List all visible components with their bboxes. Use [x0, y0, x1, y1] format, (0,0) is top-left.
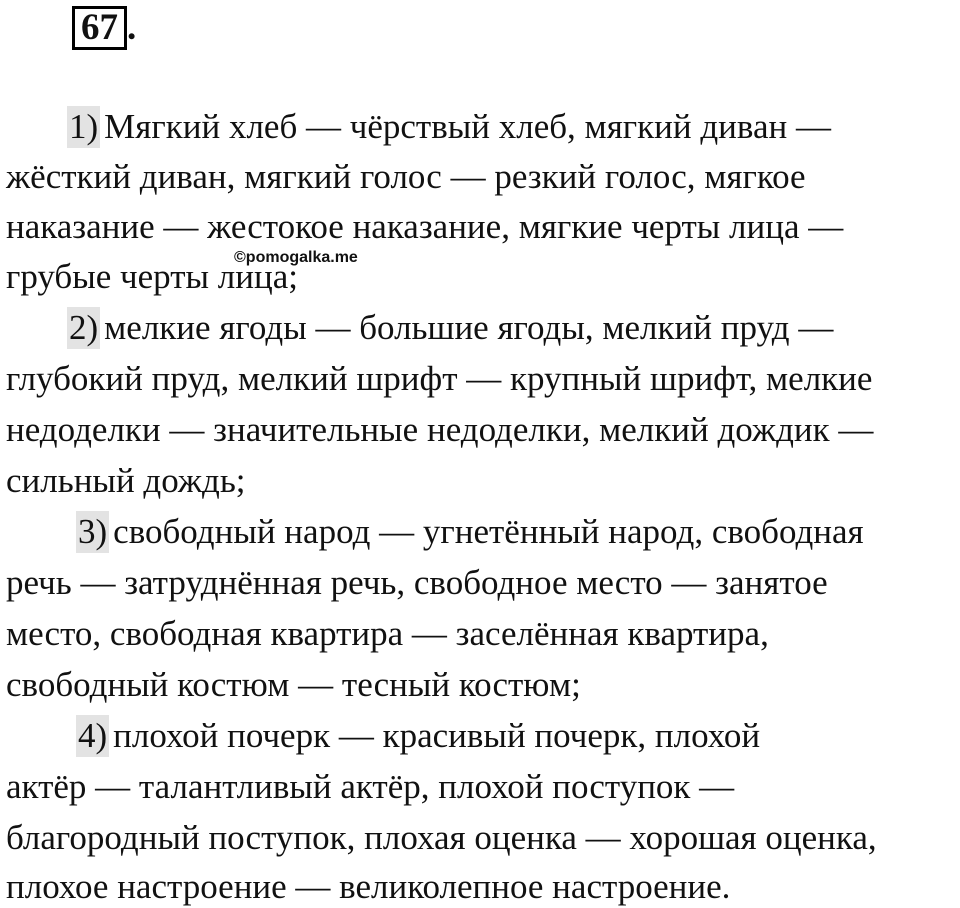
item-3-marker: 3) [78, 512, 108, 551]
item-2-line-2: глубокий пруд, мелкий шрифт — крупный шрифт, мелкие [6, 359, 873, 398]
item-4-marker: 4) [78, 716, 108, 755]
item-3-line-3: место, свободная квартира — заселённая квартира, [6, 614, 769, 653]
item-1-line-3: наказание — жестокое наказание, мягкие черты лица — [6, 207, 844, 246]
item-4-line-4: плохое настроение — великолепное настроение. [6, 867, 731, 906]
item-2-line-4: сильный дождь; [6, 461, 246, 500]
item-4-line-2: актёр — талантливый актёр, плохой поступок — [6, 767, 735, 806]
item-4-line-1 [76, 715, 760, 757]
exercise-number-box: 67 [72, 6, 127, 50]
item-4-line-3: благородный поступок, плохая оценка — хорошая оценка, [6, 818, 877, 857]
item-2-marker: 2) [69, 308, 99, 347]
item-3-line-1 [76, 511, 864, 553]
watermark: ©pomogalka.me [234, 249, 358, 266]
item-1-line-1 [67, 106, 831, 148]
item-3-line-4: свободный костюм — тесный костюм; [6, 665, 581, 704]
item-2-text-1: мелкие ягоды — большие ягоды, мелкий пруд — [104, 308, 834, 347]
item-3-line-2: речь — затруднённая речь, свободное место — занятое [6, 563, 828, 602]
item-1-marker: 1) [69, 107, 99, 146]
item-2-line-1 [67, 307, 833, 349]
item-4-text-1: плохой почерк — красивый почерк, плохой [113, 716, 761, 755]
item-1-text-1: Мягкий хлеб — чёрствый хлеб, мягкий диван — [104, 107, 831, 146]
item-1-line-2: жёсткий диван, мягкий голос — резкий голос, мягкое [6, 157, 806, 196]
item-1-line-4: грубые черты лица; [6, 257, 298, 296]
item-3-text-1: свободный народ — угнетённый народ, свободная [113, 512, 864, 551]
exercise-number [72, 6, 136, 50]
exercise-number-dot: . [127, 7, 137, 48]
item-2-line-3: недоделки — значительные недоделки, мелкий дождик — [6, 410, 874, 449]
